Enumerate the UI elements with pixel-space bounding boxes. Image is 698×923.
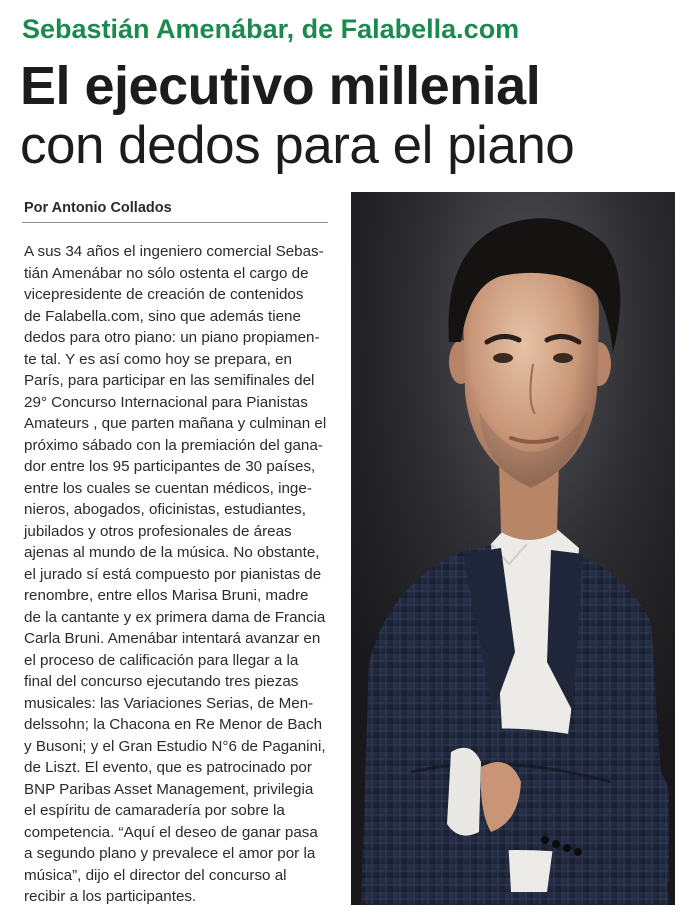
body-line: el jurado sí está compuesto por pianistas de — [24, 565, 322, 583]
body-line: te tal. Y es así como hoy se prepara, en — [24, 350, 292, 368]
body-line: musicales: las Variaciones Serias, de Men- — [24, 694, 314, 712]
body-line: dedos para otro piano: un piano propiamen- — [24, 329, 320, 346]
body-line: el proceso de calificación para llegar a la — [24, 651, 299, 669]
body-line: tián Amenábar no sólo ostenta el cargo de — [24, 264, 309, 282]
body-line: de la cantante y ex primera dama de Francia — [24, 608, 326, 626]
body-line: nieros, abogados, oficinistas, estudiantes, — [24, 501, 306, 518]
body-line: entre los cuales se cuentan médicos, inge- — [24, 479, 312, 497]
body-line: de Liszt. El evento, que es patrocinado por — [24, 759, 312, 776]
body-line: Carla Bruni. Amenábar intentará avanzar en — [24, 630, 321, 647]
body-line: A sus 34 años el ingeniero comercial Sebas- — [24, 243, 324, 260]
body-line: París, para participar en las semifinales del — [24, 372, 315, 389]
body-line: música”, dijo el director del concurso al — [24, 866, 287, 884]
body-line: de Falabella.com, sino que además tiene — [24, 307, 301, 325]
body-line: recibir a los participantes. — [24, 888, 197, 905]
headline-line-2: con dedos para el piano — [20, 116, 575, 175]
portrait-illustration — [351, 192, 675, 905]
headline-line-1: El ejecutivo millenial — [20, 56, 541, 116]
body-line: competencia. “Aquí el deseo de ganar pasa — [24, 823, 318, 841]
article-body — [24, 241, 344, 908]
body-line: BNP Paribas Asset Management, privilegia — [24, 780, 314, 798]
body-line: vicepresidente de creación de contenidos — [24, 286, 304, 303]
body-line: delssohn; la Chacona en Re Menor de Bach — [24, 716, 323, 733]
body-line: y Busoni; y el Gran Estudio N°6 de Paganini, — [24, 737, 326, 755]
body-line: 29° Concurso Internacional para Pianistas — [24, 393, 308, 411]
body-line: dor entre los 95 participantes de 30 países, — [24, 458, 316, 475]
byline-divider — [22, 222, 328, 223]
article-kicker: Sebastián Amenábar, de Falabella.com — [22, 14, 520, 44]
body-line: Amateurs , que parten mañana y culminan el — [24, 415, 327, 432]
byline: Por Antonio Collados — [24, 200, 172, 216]
body-line: jubilados y otros profesionales de áreas — [24, 522, 292, 540]
body-line: próximo sábado con la premiación del gana- — [24, 436, 323, 454]
body-line: final del concurso ejecutando tres piezas — [24, 673, 299, 690]
body-line: renombre, entre ellos Marisa Bruni, madre — [24, 587, 309, 604]
body-line: ajenas al mundo de la música. No obstante, — [24, 544, 320, 561]
body-line: el espíritu de camaradería por sobre la — [24, 802, 285, 819]
body-line: a segundo plano y prevalece el amor por la — [24, 845, 316, 862]
portrait-photo — [351, 192, 675, 905]
